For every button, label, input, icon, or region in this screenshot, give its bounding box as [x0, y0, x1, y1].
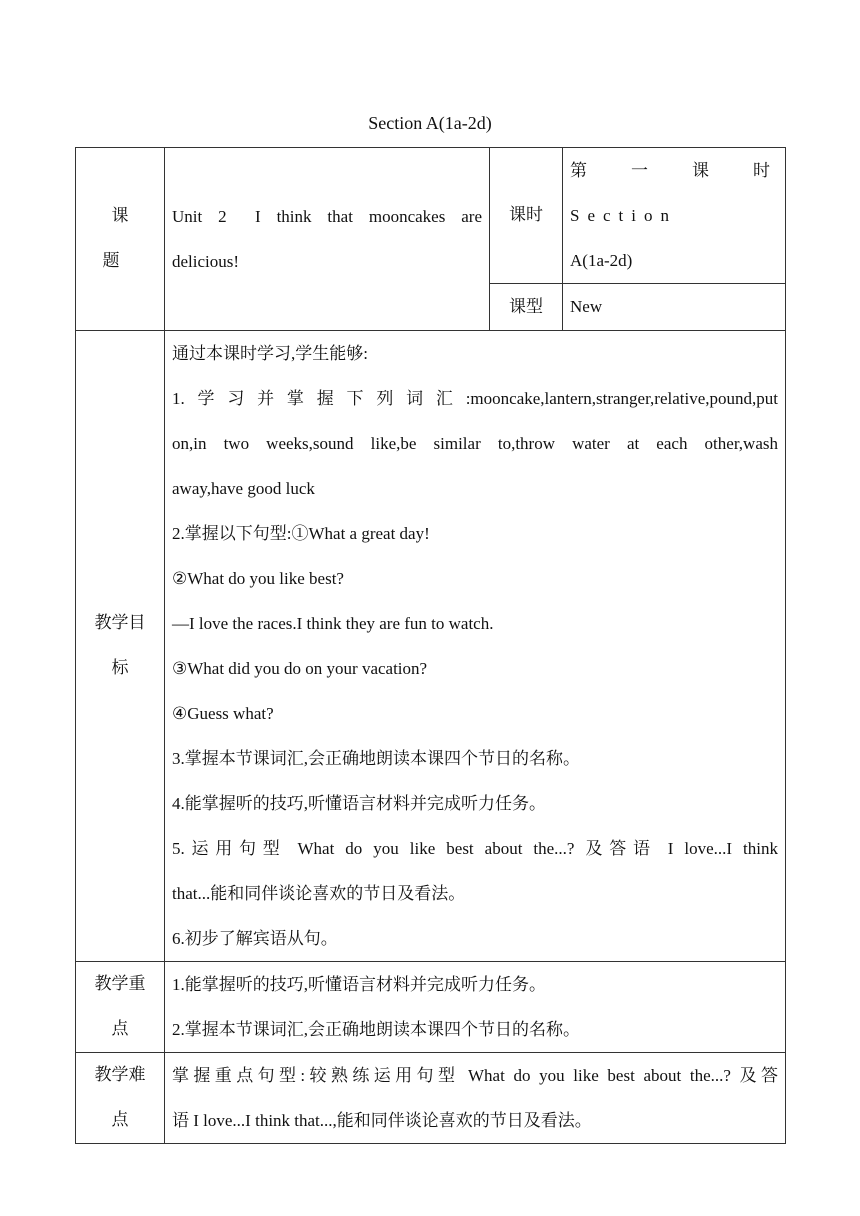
type-label: 课型: [509, 296, 543, 317]
objective-line: ④Guess what?: [172, 704, 274, 723]
objective-line: 5.运用句型 What do you like best about the...? 及答语 I love...I think: [172, 839, 778, 858]
objective-line: 6.初步了解宾语从句。: [172, 929, 338, 948]
type-value: New: [570, 297, 603, 316]
topic-label-cell: [76, 148, 165, 331]
difficulties-label: 教学难点: [94, 1065, 146, 1130]
key-points-label-cell: [76, 962, 165, 1053]
difficulties-row: [76, 1053, 786, 1144]
objective-line: 通过本课时学习,学生能够:: [172, 344, 368, 363]
difficulties-label-cell: [76, 1053, 165, 1144]
objective-line: 3.掌握本节课词汇,会正确地朗读本课四个节日的名称。: [172, 749, 580, 768]
period-line-1: 第一课时 Section: [570, 161, 778, 225]
objective-line: 2.掌握以下句型:①What a great day!: [172, 524, 430, 543]
key-points-label: 教学重点: [94, 974, 146, 1039]
type-label-cell: [490, 284, 563, 331]
lesson-plan-table: [75, 147, 786, 1144]
objective-line: ②What do you like best?: [172, 569, 344, 588]
objectives-cell: [165, 331, 786, 962]
objective-line: 1.学习并掌握下列词汇:mooncake,lantern,stranger,relative,pound,put: [172, 389, 778, 408]
difficulty-line: 语 I love...I think that...,能和同伴谈论喜欢的节日及看法。: [172, 1111, 592, 1130]
page-title: Section A(1a-2d): [368, 113, 492, 133]
type-cell: [563, 284, 786, 331]
period-cell: [563, 148, 786, 284]
objectives-row: [76, 331, 786, 962]
objective-line: 4.能掌握听的技巧,听懂语言材料并完成听力任务。: [172, 794, 546, 813]
key-points-row: [76, 962, 786, 1053]
difficulty-line: 掌握重点句型:较熟练运用句型 What do you like best about the...? 及答: [172, 1066, 778, 1085]
topic-text: Unit 2 I think that mooncakes are delicious!: [172, 207, 482, 271]
key-points-cell: [165, 962, 786, 1053]
topic-row: [76, 148, 786, 284]
objective-line: on,in two weeks,sound like,be similar to,throw water at each other,wash: [172, 434, 778, 453]
objective-line: away,have good luck: [172, 479, 315, 498]
objective-line: —I love the races.I think they are fun to watch.: [172, 614, 494, 633]
objectives-label-cell: [76, 331, 165, 962]
objectives-label: 教学目标: [94, 613, 146, 678]
difficulties-cell: [165, 1053, 786, 1144]
topic-label: 课题: [102, 206, 147, 271]
period-line-2: A(1a-2d): [570, 251, 633, 270]
topic-cell: [165, 148, 490, 331]
period-label: 课时: [509, 205, 543, 225]
key-point-line: 2.掌握本节课词汇,会正确地朗读本课四个节日的名称。: [172, 1020, 580, 1039]
key-point-line: 1.能掌握听的技巧,听懂语言材料并完成听力任务。: [172, 975, 546, 994]
objective-line: that...能和同伴谈论喜欢的节日及看法。: [172, 884, 466, 903]
period-label-cell: [490, 148, 563, 284]
objective-line: ③What did you do on your vacation?: [172, 659, 428, 678]
